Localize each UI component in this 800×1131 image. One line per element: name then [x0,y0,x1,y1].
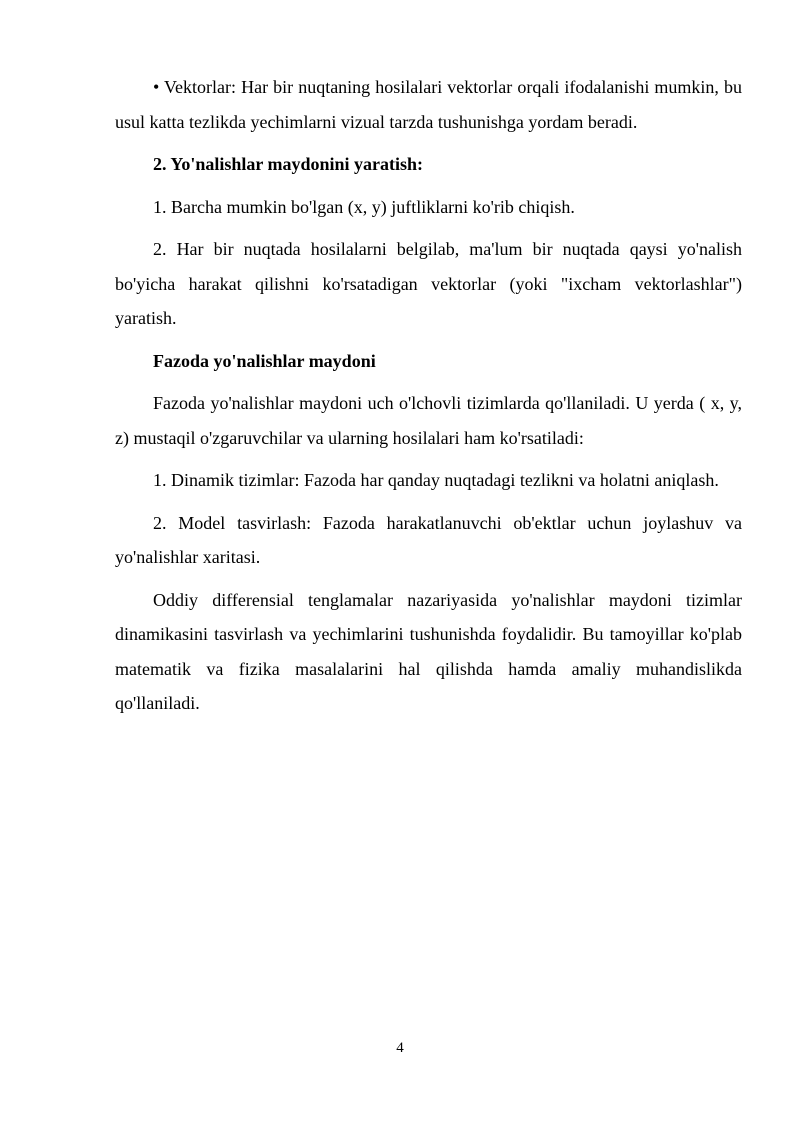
page-number: 4 [396,1040,404,1056]
paragraph-step-2: 2. Har bir nuqtada hosilalarni belgilab, ma'lum bir nuqtada qaysi yo'nalish bo'yicha harakat qilishni ko'rsatadigan vektorlar (yoki "ixcham vektorlashlar") yaratish. [115,239,742,328]
document-page [115,70,742,729]
section-heading-creating-direction-field: 2. Yo'nalishlar maydonini yaratish: [153,154,424,174]
paragraph-conclusion: Oddiy differensial tenglamalar nazariyasida yo'nalishlar maydoni tizimlar dinamikasini tasvirlash va yechimlarini tushunishda foydalidir. Bu tamoyillar ko'plab matematik va fizika masalalarini hal qilishda hamda amaliy muhandislikda qo'llaniladi. [115,589,742,713]
section-heading-space-direction-field: Fazoda yo'nalishlar maydoni [153,350,376,371]
paragraph-step-1: 1. Barcha mumkin bo'lgan (x, y) juftliklarni ko'rib chiqish. [153,196,575,217]
paragraph-dynamic-systems: 1. Dinamik tizimlar: Fazoda har qanday nuqtadagi tezlikni va holatni aniqlash. [153,470,719,490]
paragraph-vectors-bullet: • Vektorlar: Har bir nuqtaning hosilalari vektorlar orqali ifodalanishi mumkin, bu usul katta tezlikda yechimlarni vizual tarzda tushunishga yordam beradi. [115,77,742,132]
paragraph-model-description: 2. Model tasvirlash: Fazoda harakatlanuvchi ob'ektlar uchun joylashuv va yo'nalishlar xaritasi. [115,512,742,567]
paragraph-space-intro: Fazoda yo'nalishlar maydoni uch o'lchovli tizimlarda qo'llaniladi. U yerda ( x, y, z) mustaqil o'zgaruvchilar va ularning hosilalari ham ko'rsatiladi: [115,393,742,448]
